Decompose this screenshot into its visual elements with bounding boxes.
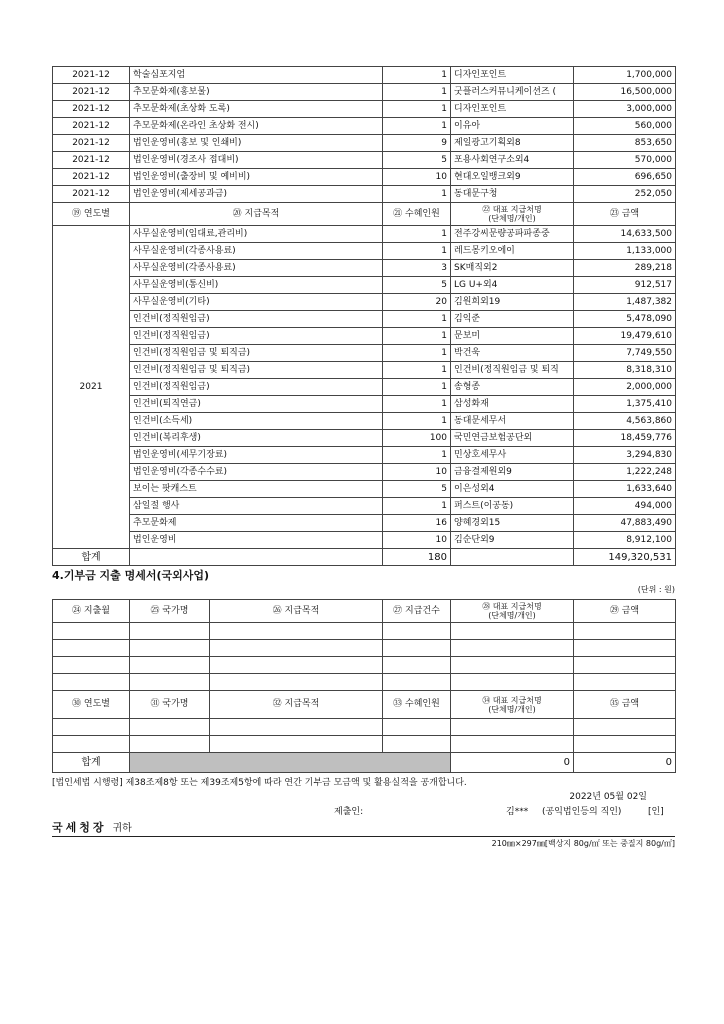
count-cell: 1	[383, 101, 451, 118]
total-label: 합계	[53, 549, 130, 566]
total-amount: 149,320,531	[574, 549, 676, 566]
amount-cell: 570,000	[574, 152, 676, 169]
submitter-label: 제출인:	[334, 807, 364, 817]
table-header-row	[53, 203, 676, 226]
table-row	[53, 277, 676, 294]
payee-cell: SK매직외2	[451, 260, 574, 277]
amount-cell: 1,133,000	[574, 243, 676, 260]
payee-cell: 굿플러스커뮤니케이션즈 (	[451, 84, 574, 101]
table-row	[53, 345, 676, 362]
amount-cell: 3,294,830	[574, 447, 676, 464]
payee-cell: 레드몽키오에이	[451, 243, 574, 260]
payee-cell: LG U+외4	[451, 277, 574, 294]
count-cell: 16	[383, 515, 451, 532]
section-title: 4.기부금 지출 명세서(국외사업)	[52, 569, 210, 582]
year-cell: 2021-12	[53, 101, 130, 118]
count-cell: 1	[383, 345, 451, 362]
empty-row	[53, 736, 676, 753]
purpose-header: ㉖ 지급목적	[210, 600, 383, 623]
purpose-cell: 인건비(소득세)	[130, 413, 383, 430]
table-row	[53, 515, 676, 532]
recipients-header: ㉝ 수혜인원	[383, 691, 451, 719]
table-row	[53, 243, 676, 260]
payee-cell: 이은성외4	[451, 481, 574, 498]
count-cell: 1	[383, 311, 451, 328]
overseas-total-row	[53, 753, 676, 773]
payee-cell: 인건비(정직원임금 및 퇴직	[451, 362, 574, 379]
total-amount: 0	[574, 753, 676, 773]
table-row	[53, 379, 676, 396]
table-row	[53, 169, 676, 186]
amount-cell: 853,650	[574, 135, 676, 152]
amount-cell: 1,375,410	[574, 396, 676, 413]
purpose-cell: 인건비(퇴직연금)	[130, 396, 383, 413]
count-cell: 1	[383, 67, 451, 84]
purpose-cell: 삼일절 행사	[130, 498, 383, 515]
payee-cell: 문보미	[451, 328, 574, 345]
amount-cell: 8,318,310	[574, 362, 676, 379]
count-cell: 1	[383, 396, 451, 413]
payee-cell: 제일광고기획외8	[451, 135, 574, 152]
table-row	[53, 152, 676, 169]
year-header: ⑲ 연도별	[53, 203, 130, 226]
purpose-cell: 추모문화제(초상화 도록)	[130, 101, 383, 118]
count-cell: 5	[383, 152, 451, 169]
table-row	[53, 481, 676, 498]
overseas-header-row	[53, 600, 676, 623]
seal-mark: [인]	[648, 807, 664, 817]
payee-cell: 삼성화재	[451, 396, 574, 413]
empty-row	[53, 719, 676, 736]
amount-cell: 18,459,776	[574, 430, 676, 447]
amount-cell: 912,517	[574, 277, 676, 294]
table-row	[53, 328, 676, 345]
year-cell: 2021-12	[53, 84, 130, 101]
count-cell: 1	[383, 498, 451, 515]
overseas-year-header-row	[53, 691, 676, 719]
count-cell: 10	[383, 464, 451, 481]
amount-cell: 19,479,610	[574, 328, 676, 345]
table-row	[53, 186, 676, 203]
country-header: ㉛ 국가명	[130, 691, 210, 719]
count-cell: 3	[383, 260, 451, 277]
count-cell: 1	[383, 328, 451, 345]
purpose-cell: 법인운영비(세무기장료)	[130, 447, 383, 464]
submitter-name: 김***	[506, 807, 529, 817]
amount-cell: 7,749,550	[574, 345, 676, 362]
amount-cell: 1,222,248	[574, 464, 676, 481]
purpose-header: ⑳ 지급목적	[130, 203, 383, 226]
count-cell: 1	[383, 379, 451, 396]
table-row	[53, 226, 676, 243]
table-row	[53, 362, 676, 379]
count-cell: 100	[383, 430, 451, 447]
payee-cell: 김익준	[451, 311, 574, 328]
payee-cell: 포용사회연구소외4	[451, 152, 574, 169]
payee-cell: 전주강씨문량공파파종중	[451, 226, 574, 243]
table-row	[53, 294, 676, 311]
payee-header: ㉘ 대표 지급처명 (단체명/개인)	[451, 600, 574, 623]
empty-row	[53, 657, 676, 674]
payee-cell: 이유아	[451, 118, 574, 135]
payee-header: ㉒ 대표 지급처명 (단체명/개인)	[451, 203, 574, 226]
table-row	[53, 118, 676, 135]
empty-row	[53, 674, 676, 691]
amount-cell: 289,218	[574, 260, 676, 277]
amount-cell: 560,000	[574, 118, 676, 135]
purpose-cell: 인건비(정직원임금)	[130, 311, 383, 328]
addressee-suffix: 귀하	[112, 823, 132, 834]
empty-row	[53, 623, 676, 640]
purpose-cell: 법인운영비(각종수수료)	[130, 464, 383, 481]
table-row	[53, 135, 676, 152]
empty-row	[53, 640, 676, 657]
count-cell: 1	[383, 447, 451, 464]
amount-cell: 14,633,500	[574, 226, 676, 243]
total-count: 180	[383, 549, 451, 566]
purpose-cell: 추모문화제	[130, 515, 383, 532]
payee-cell: 김원희외19	[451, 294, 574, 311]
table-row	[53, 430, 676, 447]
amount-cell: 696,650	[574, 169, 676, 186]
total-payee-empty	[451, 549, 574, 566]
count-cell: 5	[383, 277, 451, 294]
count-cell: 1	[383, 186, 451, 203]
amount-cell: 3,000,000	[574, 101, 676, 118]
table-row	[53, 260, 676, 277]
purpose-cell: 사무실운영비(각종사용료)	[130, 243, 383, 260]
count-cell: 9	[383, 135, 451, 152]
paper-spec: 210㎜×297㎜[백상지 80g/㎡ 또는 중질지 80g/㎡]	[491, 839, 675, 848]
total-label: 합계	[53, 753, 130, 773]
payee-cell: 박건욱	[451, 345, 574, 362]
purpose-cell: 사무실운영비(임대료,관리비)	[130, 226, 383, 243]
amount-cell: 252,050	[574, 186, 676, 203]
legal-note: [법인세법 시행령] 제38조제8항 또는 제39조제5항에 따라 연간 기부금 모금액 및 활용실적을 공개합니다.	[52, 778, 467, 788]
count-cell: 1	[383, 118, 451, 135]
recipients-header: ㉑ 수혜인원	[383, 203, 451, 226]
cases-header: ㉗ 지급건수	[383, 600, 451, 623]
purpose-cell: 사무실운영비(기타)	[130, 294, 383, 311]
purpose-cell: 보이는 팟캐스트	[130, 481, 383, 498]
table-row	[53, 447, 676, 464]
count-cell: 1	[383, 413, 451, 430]
total-row	[53, 549, 676, 566]
purpose-cell: 사무실운영비(통신비)	[130, 277, 383, 294]
count-cell: 5	[383, 481, 451, 498]
year-cell: 2021-12	[53, 169, 130, 186]
purpose-cell: 사무실운영비(각종사용료)	[130, 260, 383, 277]
amount-cell: 4,563,860	[574, 413, 676, 430]
payee-cell: 금융결제원외9	[451, 464, 574, 481]
payee-cell: 민상호세무사	[451, 447, 574, 464]
amount-cell: 5,478,090	[574, 311, 676, 328]
payee-cell: 김순단외9	[451, 532, 574, 549]
table-row	[53, 101, 676, 118]
payee-cell: 송형종	[451, 379, 574, 396]
count-cell: 1	[383, 362, 451, 379]
purpose-cell: 인건비(정직원임금 및 퇴직금)	[130, 362, 383, 379]
amount-cell: 1,700,000	[574, 67, 676, 84]
table-row	[53, 311, 676, 328]
amount-cell: 494,000	[574, 498, 676, 515]
purpose-header: ㉜ 지급목적	[210, 691, 383, 719]
payee-header: ㉞ 대표 지급처명 (단체명/개인)	[451, 691, 574, 719]
payee-cell: 국민연금보험공단외	[451, 430, 574, 447]
count-cell: 10	[383, 169, 451, 186]
amount-cell: 1,633,640	[574, 481, 676, 498]
table-row	[53, 84, 676, 101]
donation-report-page	[52, 66, 675, 850]
table-row	[53, 464, 676, 481]
payee-cell: 동대문구청	[451, 186, 574, 203]
amount-cell: 16,500,000	[574, 84, 676, 101]
payee-cell: 양혜경외15	[451, 515, 574, 532]
unit-label: (단위 : 원)	[637, 585, 675, 594]
country-header: ㉕ 국가명	[130, 600, 210, 623]
count-cell: 10	[383, 532, 451, 549]
amount-cell: 8,912,100	[574, 532, 676, 549]
count-cell: 20	[383, 294, 451, 311]
purpose-cell: 법인운영비(출장비 및 예비비)	[130, 169, 383, 186]
payee-cell: 동대문세무서	[451, 413, 574, 430]
year-cell: 2021-12	[53, 152, 130, 169]
table-row	[53, 498, 676, 515]
payee-cell: 디자인포인트	[451, 101, 574, 118]
total-count: 0	[451, 753, 574, 773]
table-row	[53, 413, 676, 430]
amount-cell: 1,487,382	[574, 294, 676, 311]
payee-cell: 현대오일뱅크외9	[451, 169, 574, 186]
table-row	[53, 67, 676, 84]
addressee: 국세청장	[52, 821, 107, 834]
purpose-cell: 학술심포지엄	[130, 67, 383, 84]
purpose-cell: 인건비(정직원임금)	[130, 328, 383, 345]
year-cell: 2021-12	[53, 118, 130, 135]
year-cell: 2021-12	[53, 186, 130, 203]
purpose-cell: 인건비(정직원임금)	[130, 379, 383, 396]
purpose-cell: 법인운영비	[130, 532, 383, 549]
submitter-line	[52, 804, 675, 820]
overseas-expense-table	[52, 599, 676, 773]
purpose-cell: 인건비(복리후생)	[130, 430, 383, 447]
total-purpose-empty	[130, 549, 383, 566]
payee-cell: 퍼스트(이공동)	[451, 498, 574, 515]
amount-header: ㉙ 금액	[574, 600, 676, 623]
year-cell: 2021-12	[53, 67, 130, 84]
purpose-cell: 법인운영비(제세공과금)	[130, 186, 383, 203]
amount-header: ㉓ 금액	[574, 203, 676, 226]
payee-cell: 디자인포인트	[451, 67, 574, 84]
amount-header: ㉟ 금액	[574, 691, 676, 719]
year-header: ㉚ 연도별	[53, 691, 130, 719]
count-cell: 1	[383, 226, 451, 243]
purpose-cell: 추모문화제(온라인 초상화 전시)	[130, 118, 383, 135]
purpose-cell: 추모문화제(홍보물)	[130, 84, 383, 101]
count-cell: 1	[383, 243, 451, 260]
purpose-cell: 인건비(정직원임금 및 퇴직금)	[130, 345, 383, 362]
total-shaded-cell	[130, 753, 451, 773]
year-cell: 2021-12	[53, 135, 130, 152]
institution-seal-label: (공익법인등의 직인)	[542, 807, 622, 817]
month-header: ㉔ 지출월	[53, 600, 130, 623]
domestic-expense-table	[52, 66, 676, 566]
year-cell: 2021	[53, 226, 130, 549]
submission-date: 2022년 05월 02일	[569, 792, 647, 802]
addressee-line	[52, 820, 675, 837]
amount-cell: 2,000,000	[574, 379, 676, 396]
purpose-cell: 법인운영비(홍보 및 인쇄비)	[130, 135, 383, 152]
table-row	[53, 396, 676, 413]
amount-cell: 47,883,490	[574, 515, 676, 532]
table-row	[53, 532, 676, 549]
purpose-cell: 법인운영비(경조사 접대비)	[130, 152, 383, 169]
count-cell: 1	[383, 84, 451, 101]
